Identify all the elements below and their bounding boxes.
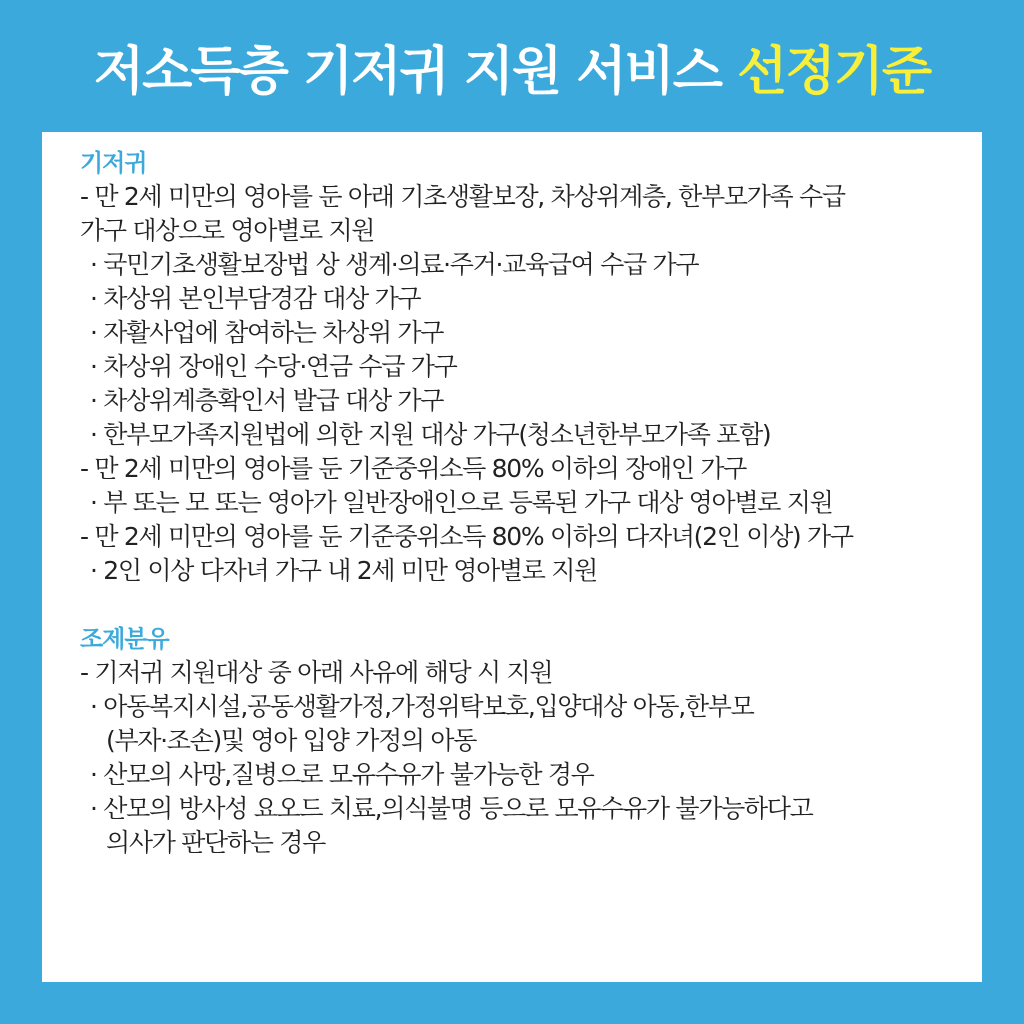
criteria-line: 가구 대상으로 영아별로 지원 (80, 216, 375, 245)
criteria-subitem: · 산모의 방사성 요오드 치료,의식불명 등으로 모유수유가 불가능하다고 (90, 794, 813, 823)
criteria-subitem: · 차상위 본인부담경감 대상 가구 (90, 284, 421, 313)
section-heading-diaper: 기저귀 (80, 149, 147, 177)
criteria-subitem: · 아동복지시설,공동생활가정,가정위탁보호,입양대상 아동,한부모 (90, 692, 754, 721)
criteria-subitem-continuation: (부자·조손)및 영아 입양 가정의 아동 (106, 726, 477, 755)
section-heading-formula: 조제분유 (80, 625, 169, 653)
criteria-line: - 만 2세 미만의 영아를 둔 아래 기초생활보장, 차상위계층, 한부모가족 수급 (80, 182, 845, 211)
criteria-subitem: · 한부모가족지원법에 의한 지원 대상 가구(청소년한부모가족 포함) (90, 420, 771, 449)
criteria-subitem: · 2인 이상 다자녀 가구 내 2세 미만 영아별로 지원 (90, 556, 597, 585)
content-panel (42, 132, 982, 982)
criteria-line: - 만 2세 미만의 영아를 둔 기준중위소득 80% 이하의 장애인 가구 (80, 454, 747, 483)
criteria-subitem-continuation: 의사가 판단하는 경우 (106, 828, 325, 857)
criteria-subitem: · 차상위계층확인서 발급 대상 가구 (90, 386, 444, 415)
criteria-subitem: · 국민기초생활보장법 상 생계·의료·주거·교육급여 수급 가구 (90, 250, 699, 279)
criteria-line: - 기저귀 지원대상 중 아래 사유에 해당 시 지원 (80, 658, 553, 687)
criteria-line: - 만 2세 미만의 영아를 둔 기준중위소득 80% 이하의 다자녀(2인 이상) 가구 (80, 522, 853, 551)
title-accent: 선정기준 (737, 42, 931, 102)
page-title (0, 38, 1024, 106)
criteria-subitem: · 부 또는 모 또는 영아가 일반장애인으로 등록된 가구 대상 영아별로 지원 (90, 488, 833, 517)
title-main: 저소득층 기저귀 지원 서비스 (93, 42, 738, 102)
section-spacer (80, 588, 962, 622)
criteria-subitem: · 차상위 장애인 수당·연금 수급 가구 (90, 352, 457, 381)
criteria-subitem: · 산모의 사망,질병으로 모유수유가 불가능한 경우 (90, 760, 594, 789)
criteria-subitem: · 자활사업에 참여하는 차상위 가구 (90, 318, 444, 347)
